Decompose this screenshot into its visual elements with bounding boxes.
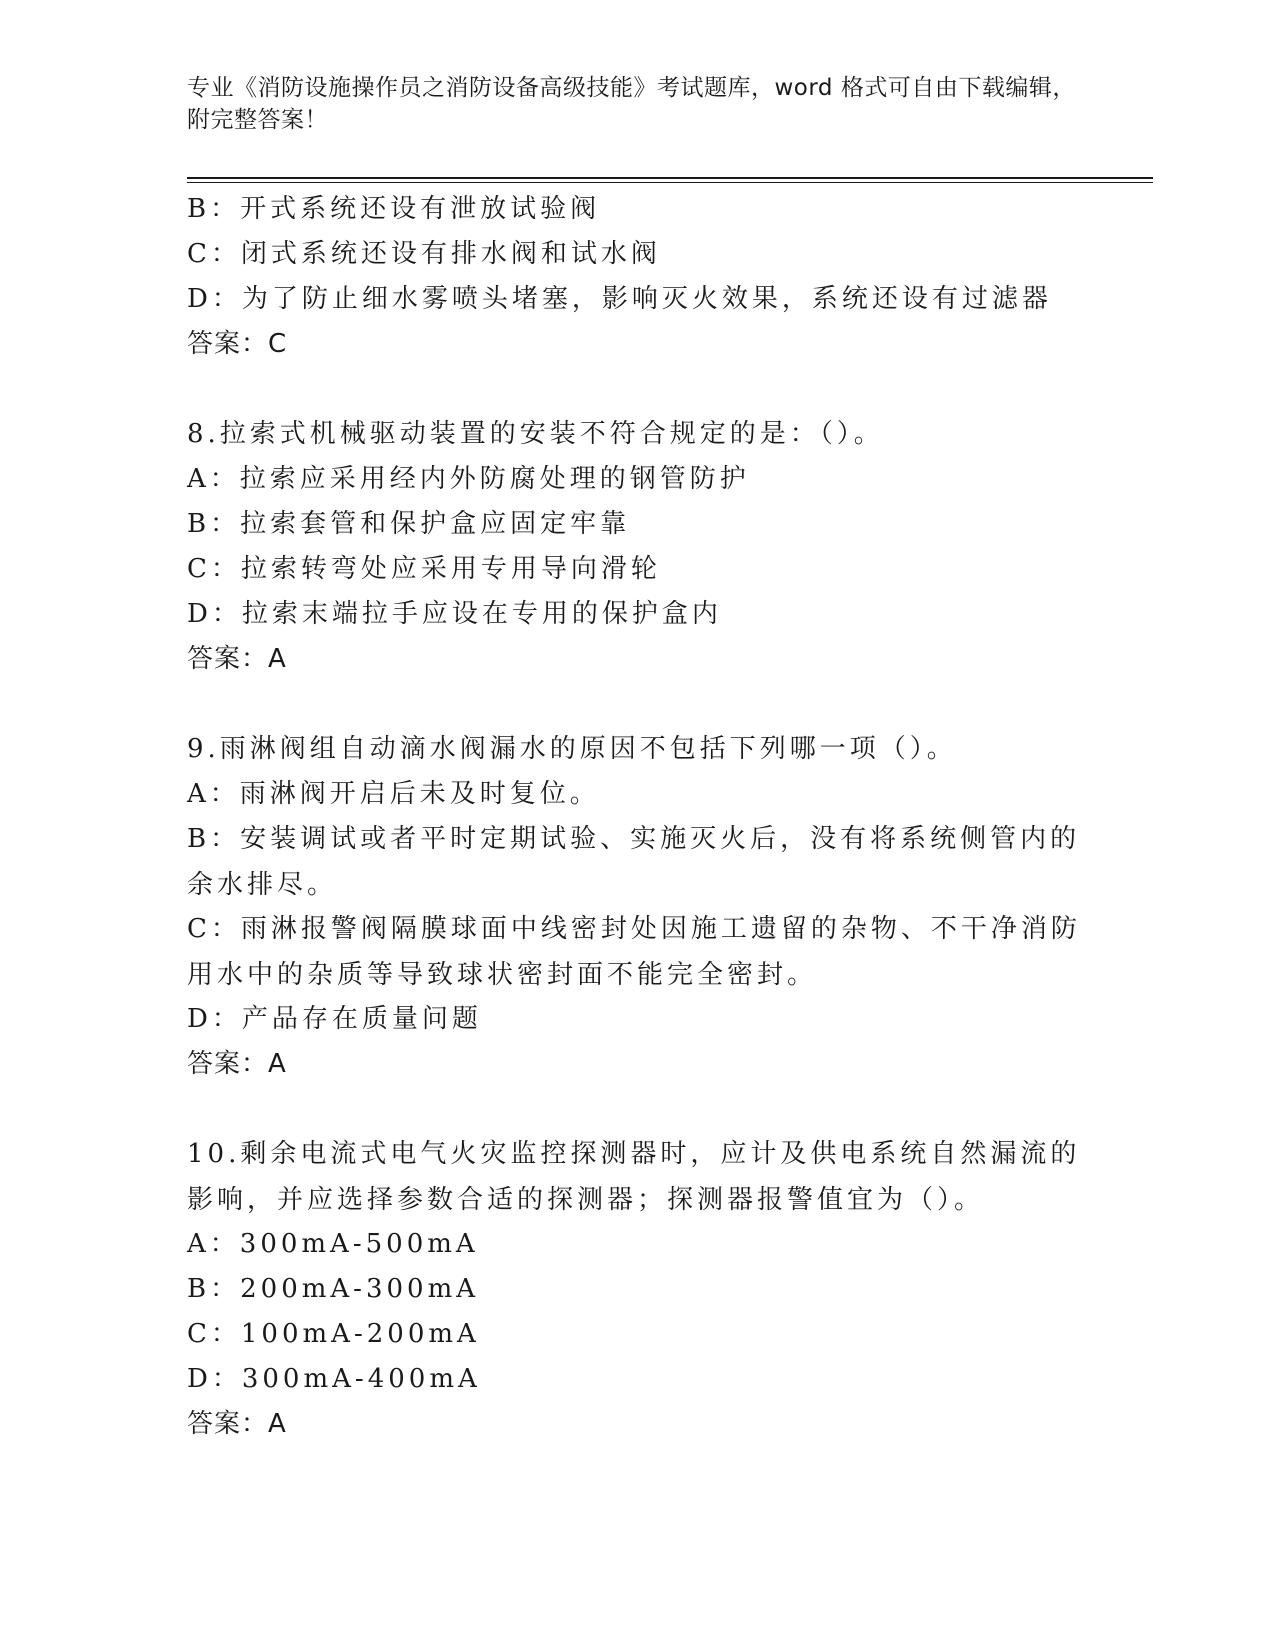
q7-answer: 答案：C <box>187 329 288 359</box>
q9-option-d: D：产品存在质量问题 <box>187 1004 482 1034</box>
q9-answer: 答案：A <box>187 1049 287 1079</box>
q9-question: 9.雨淋阀组自动滴水阀漏水的原因不包括下列哪一项（）。 <box>187 734 957 764</box>
header-divider-thin <box>187 182 1153 183</box>
q8-option-d: D：拉索末端拉手应设在专用的保护盒内 <box>187 599 722 629</box>
q8-answer: 答案：A <box>187 644 287 674</box>
q7-option-d: D：为了防止细水雾喷头堵塞，影响灭火效果，系统还设有过滤器 <box>187 284 1052 314</box>
header-divider-thick <box>187 177 1153 179</box>
q10-option-a: A：300mA-500mA <box>187 1229 479 1259</box>
q7-option-b: B：开式系统还设有泄放试验阀 <box>187 194 601 224</box>
q9-option-c: C：雨淋报警阀隔膜球面中线密封处因施工遗留的杂物、不干净消防用水中的杂质等导致球状密封面不能完全密封。 <box>187 914 1081 990</box>
q8-option-a: A：拉索应采用经内外防腐处理的钢管防护 <box>187 464 750 494</box>
q8-option-b: B：拉索套管和保护盒应固定牢靠 <box>187 509 631 539</box>
document-header: 专业《消防设施操作员之消防设备高级技能》考试题库，word 格式可自由下载编辑，附完整答案！ <box>187 75 1076 133</box>
q10-question: 10.剩余电流式电气火灾监控探测器时，应计及供电系统自然漏流的影响，并应选择参数合适的探测器；探测器报警值宜为（）。 <box>187 1139 1081 1215</box>
q9-option-a: A：雨淋阀开启后未及时复位。 <box>187 779 600 809</box>
q8-question: 8.拉索式机械驱动装置的安装不符合规定的是：（）。 <box>187 419 884 449</box>
q10-option-b: B：200mA-300mA <box>187 1274 480 1304</box>
q10-option-d: D：300mA-400mA <box>187 1364 481 1394</box>
q8-option-c: C：拉索转弯处应采用专用导向滑轮 <box>187 554 661 584</box>
q10-option-c: C：100mA-200mA <box>187 1319 480 1349</box>
q10-answer: 答案：A <box>187 1409 287 1439</box>
q7-option-c: C：闭式系统还设有排水阀和试水阀 <box>187 239 661 269</box>
q9-option-b: B：安装调试或者平时定期试验、实施灭火后，没有将系统侧管内的余水排尽。 <box>187 824 1081 900</box>
